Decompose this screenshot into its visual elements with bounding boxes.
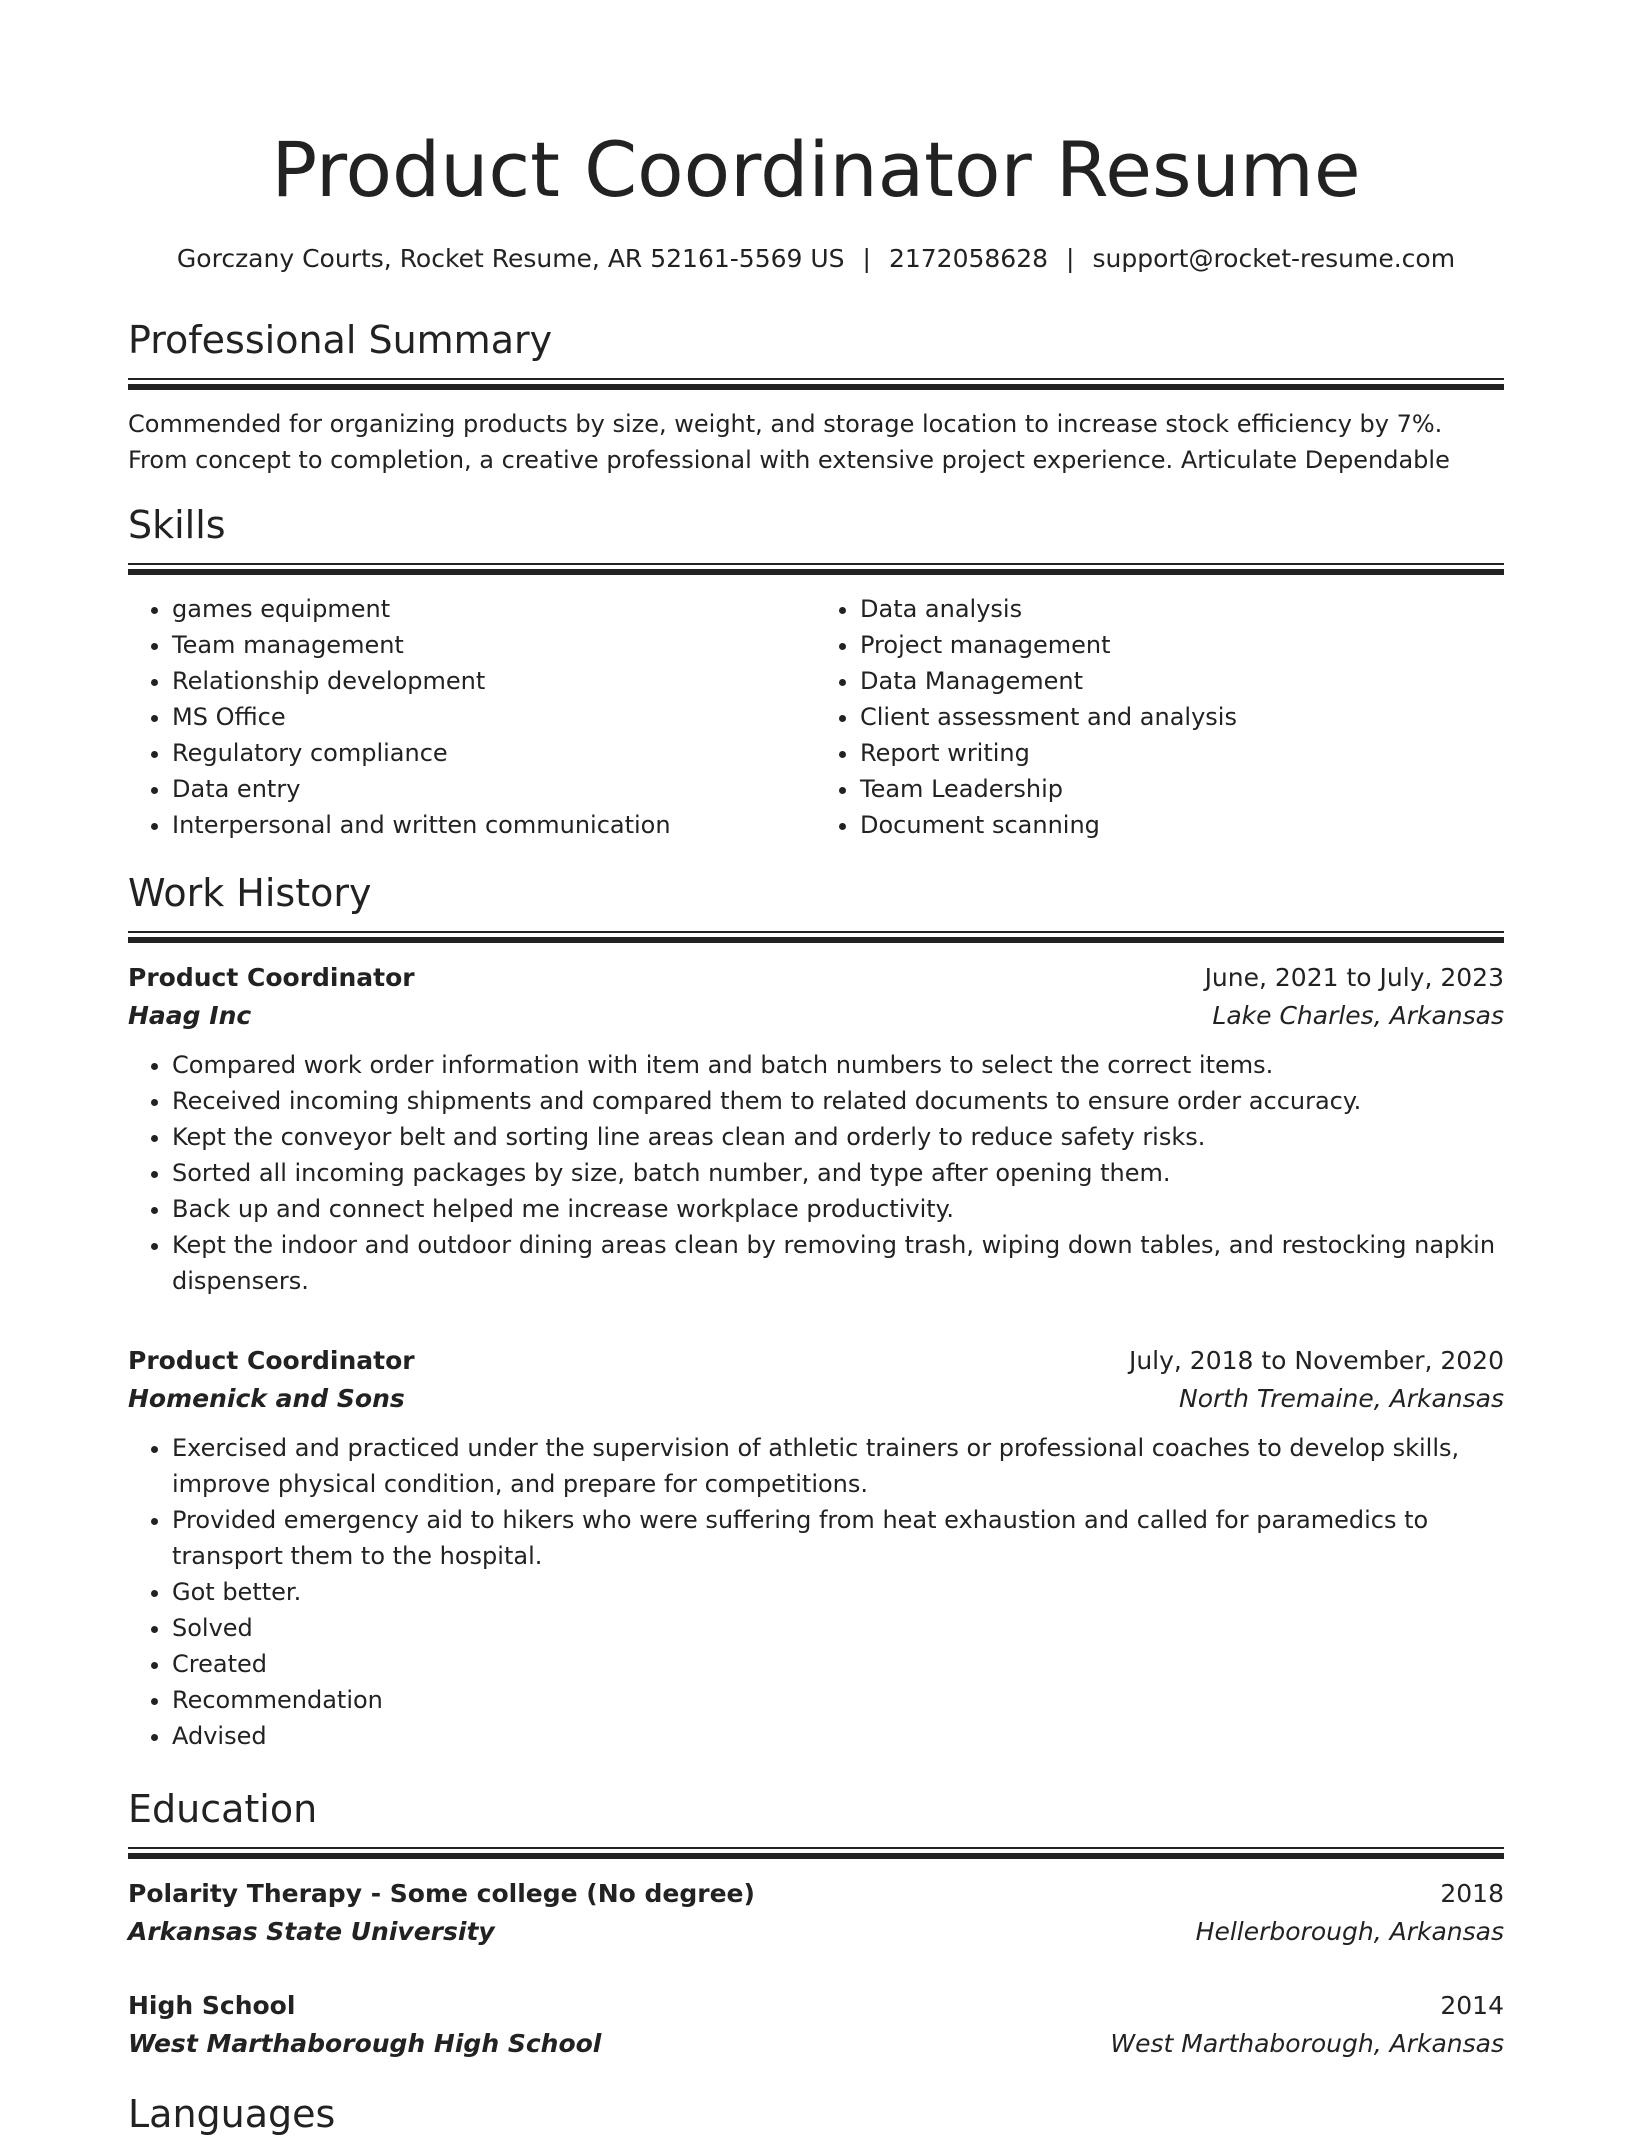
- skill-item: • Team Leadership: [860, 771, 1504, 807]
- job-entry: [128, 959, 1504, 1299]
- contact-line: [128, 242, 1504, 276]
- job-header: [128, 1342, 1504, 1380]
- skills-list-right: [816, 591, 1504, 843]
- job-header: [128, 959, 1504, 997]
- contact-address: Gorczany Courts, Rocket Resume, AR 52161-5569 US: [176, 244, 845, 273]
- contact-separator: |: [1066, 244, 1075, 273]
- education-subheader: [128, 1913, 1504, 1951]
- job-bullet: • Kept the indoor and outdoor dining areas clean by removing trash, wiping down tables, and restocking napkin dispensers.: [172, 1227, 1504, 1299]
- job-subheader: [128, 997, 1504, 1035]
- skill-item: • Report writing: [860, 735, 1504, 771]
- skill-item: • Data entry: [172, 771, 816, 807]
- job-company: Homenick and Sons: [128, 1384, 405, 1413]
- job-location: North Tremaine, Arkansas: [1179, 1384, 1504, 1413]
- skill-item: • Data Management: [860, 663, 1504, 699]
- section-divider: [128, 563, 1504, 575]
- education-degree: Polarity Therapy - Some college (No degree): [128, 1879, 755, 1908]
- contact-phone: 2172058628: [888, 244, 1049, 273]
- section-heading: Work History: [128, 871, 372, 915]
- job-bullet: • Recommendation: [172, 1682, 1504, 1718]
- education-subheader: [128, 2025, 1504, 2063]
- skill-item: • Data analysis: [860, 591, 1504, 627]
- section-divider: [128, 1847, 1504, 1859]
- education-section: [128, 1785, 1504, 2063]
- work-history-section: [128, 869, 1504, 1299]
- job-bullet: • Created: [172, 1646, 1504, 1682]
- job-bullets: [128, 1047, 1504, 1299]
- job-bullet: • Exercised and practiced under the supervision of athletic trainers or professional coaches to develop skills, improve physical condition, and prepare for competitions.: [172, 1430, 1504, 1502]
- skills-section: [128, 501, 1504, 843]
- summary-section: [128, 316, 1504, 478]
- languages-section: [128, 2090, 1504, 2138]
- section-heading: Skills: [128, 503, 226, 547]
- summary-text: Commended for organizing products by size, weight, and storage location to increase stock efficiency by 7%. From concept to completion, a creative professional with extensive project experience. Articulate Dependable: [128, 410, 1450, 474]
- education-header: [128, 1875, 1504, 1913]
- job-title: Product Coordinator: [128, 1346, 415, 1375]
- education-entry: [128, 1875, 1504, 1951]
- job-bullet: • Got better.: [172, 1574, 1504, 1610]
- skill-item: • Interpersonal and written communication: [172, 807, 816, 843]
- job-location: Lake Charles, Arkansas: [1212, 1001, 1504, 1030]
- education-school: Arkansas State University: [128, 1917, 495, 1946]
- education-location: West Marthaborough, Arkansas: [1110, 2029, 1504, 2058]
- education-header: [128, 1987, 1504, 2025]
- job-bullet: • Provided emergency aid to hikers who were suffering from heat exhaustion and called for paramedics to transport them to the hospital.: [172, 1502, 1504, 1574]
- skills-columns: [128, 591, 1504, 843]
- job-bullet: • Received incoming shipments and compared them to related documents to ensure order accuracy.: [172, 1083, 1504, 1119]
- skill-item: • games equipment: [172, 591, 816, 627]
- job-dates: June, 2021 to July, 2023: [1204, 963, 1504, 992]
- section-heading: Education: [128, 1787, 318, 1831]
- job-bullet: • Compared work order information with item and batch numbers to select the correct items.: [172, 1047, 1504, 1083]
- skills-list-left: [128, 591, 816, 843]
- job-entry: [128, 1342, 1504, 1754]
- job-title: Product Coordinator: [128, 963, 415, 992]
- skill-item: • MS Office: [172, 699, 816, 735]
- job-bullet: • Kept the conveyor belt and sorting line areas clean and orderly to reduce safety risks.: [172, 1119, 1504, 1155]
- education-year: 2018: [1440, 1879, 1504, 1908]
- contact-separator: |: [862, 244, 871, 273]
- education-entry: [128, 1987, 1504, 2063]
- skill-item: • Team management: [172, 627, 816, 663]
- education-degree: High School: [128, 1991, 296, 2020]
- skill-item: • Client assessment and analysis: [860, 699, 1504, 735]
- job-bullet: • Back up and connect helped me increase workplace productivity.: [172, 1191, 1504, 1227]
- job-bullet: • Advised: [172, 1718, 1504, 1754]
- contact-email[interactable]: support@rocket-resume.com: [1092, 244, 1456, 273]
- job-bullet: • Solved: [172, 1610, 1504, 1646]
- job-subheader: [128, 1380, 1504, 1418]
- job-company: Haag Inc: [128, 1001, 252, 1030]
- section-divider: [128, 931, 1504, 943]
- skill-item: • Regulatory compliance: [172, 735, 816, 771]
- job-bullets: [128, 1430, 1504, 1754]
- skill-item: • Document scanning: [860, 807, 1504, 843]
- section-divider: [128, 378, 1504, 390]
- skill-item: • Project management: [860, 627, 1504, 663]
- education-location: Hellerborough, Arkansas: [1195, 1917, 1504, 1946]
- job-dates: July, 2018 to November, 2020: [1128, 1346, 1504, 1375]
- skill-item: • Relationship development: [172, 663, 816, 699]
- job-bullet: • Sorted all incoming packages by size, batch number, and type after opening them.: [172, 1155, 1504, 1191]
- resume-title: Product Coordinator Resume: [271, 125, 1361, 214]
- section-heading: Professional Summary: [128, 318, 553, 362]
- education-year: 2014: [1440, 1991, 1504, 2020]
- section-heading: Languages: [128, 2092, 336, 2136]
- education-school: West Marthaborough High School: [128, 2029, 602, 2058]
